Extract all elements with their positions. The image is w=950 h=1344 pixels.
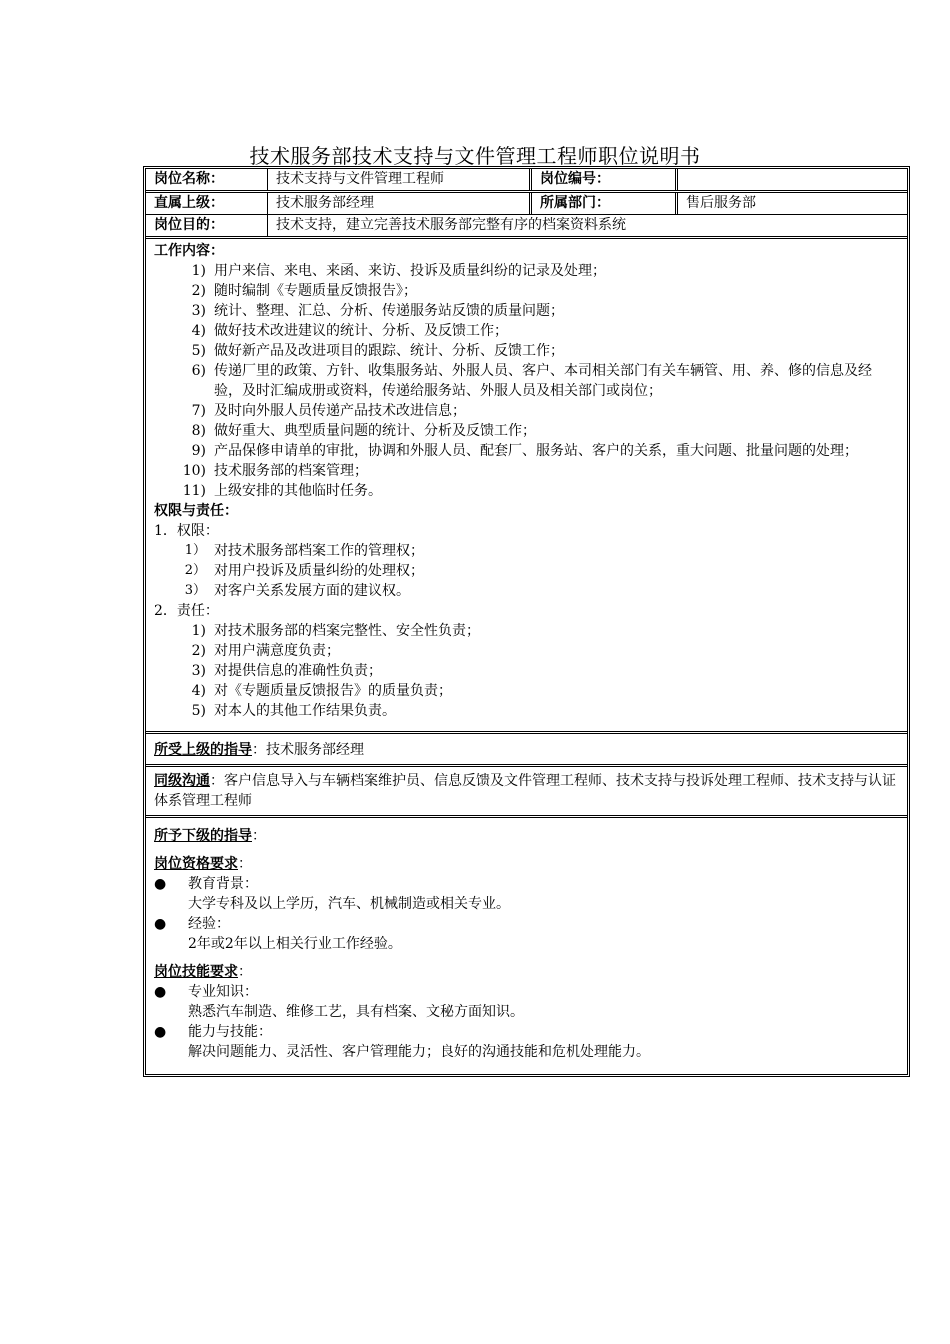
- list-item: [154, 361, 899, 401]
- item-text: 对用户投诉及质量纠纷的处理权；: [214, 563, 424, 579]
- duties-list: [154, 621, 899, 721]
- item-text: 随时编制《专题质量反馈报告》；: [214, 283, 417, 299]
- list-item: [154, 461, 899, 481]
- item-text: 做好新产品及改进项目的跟踪、统计、分析、反馈工作；: [214, 343, 564, 359]
- bullet-title: 能力与技能：: [188, 1024, 272, 1040]
- item-number: 3): [191, 663, 206, 679]
- bullet-item: [154, 982, 899, 1002]
- bullet-title: 专业知识：: [188, 984, 258, 1000]
- rights-list: [154, 541, 899, 601]
- item-number: 4): [191, 683, 206, 699]
- qualification-colon: ：: [238, 856, 252, 872]
- list-item: [154, 261, 899, 281]
- qualification-list: [154, 874, 899, 954]
- skills-label: 岗位技能要求: [154, 964, 238, 980]
- item-text: 上级安排的其他临时任务。: [214, 483, 382, 499]
- list-item: [154, 701, 899, 721]
- bullet-icon: ●: [154, 1024, 167, 1040]
- row-peer: [146, 767, 907, 818]
- bullet-detail: 熟悉汽车制造、维修工艺，具有档案、文秘方面知识。: [188, 1004, 524, 1020]
- item-text: 技术服务部的档案管理；: [214, 463, 368, 479]
- item-number: 2): [191, 283, 206, 299]
- dept-label: 所属部门：: [532, 193, 678, 214]
- post-name-label: 岗位名称：: [146, 169, 268, 190]
- skills-colon: ：: [238, 964, 252, 980]
- bullet-detail: 解决问题能力、灵活性、客户管理能力；良好的沟通技能和危机处理能力。: [188, 1044, 650, 1060]
- document-title: 技术服务部技术支持与文件管理工程师职位说明书: [249, 144, 701, 168]
- list-item: [154, 421, 899, 441]
- row-work-content: [146, 239, 907, 734]
- list-item: [154, 561, 899, 581]
- row-superior: [146, 193, 907, 215]
- list-item: [154, 321, 899, 341]
- peer-colon: ：: [210, 773, 224, 789]
- item-number: 6): [191, 363, 206, 379]
- item-number: 1): [191, 263, 206, 279]
- bullet-icon: ●: [154, 876, 167, 892]
- superior-label: 直属上级：: [146, 193, 268, 214]
- item-number: 1）: [184, 543, 206, 558]
- item-number: 2）: [184, 563, 206, 578]
- item-number: 5): [191, 343, 206, 359]
- list-item: [154, 681, 899, 701]
- item-number: 3）: [184, 583, 206, 598]
- row-post-name: [146, 169, 907, 193]
- item-text: 对客户关系发展方面的建议权。: [214, 583, 410, 599]
- skills-list: [154, 982, 899, 1062]
- item-text: 及时向外服人员传递产品技术改进信息；: [214, 403, 466, 419]
- item-text: 做好重大、典型质量问题的统计、分析及反馈工作；: [214, 423, 536, 439]
- item-text: 对提供信息的准确性负责；: [214, 663, 382, 679]
- lower-colon: ：: [252, 828, 266, 844]
- list-item: [154, 641, 899, 661]
- guidance-colon: ：: [252, 742, 266, 758]
- work-heading: 工作内容：: [154, 243, 224, 259]
- item-text: 做好技术改进建议的统计、分析、及反馈工作；: [214, 323, 508, 339]
- item-number: 5): [191, 703, 206, 719]
- bullet-title: 教育背景：: [188, 876, 258, 892]
- item-number: 4): [191, 323, 206, 339]
- dept-value: 售后服务部: [686, 195, 756, 211]
- peer-label: 同级沟通: [154, 773, 210, 789]
- guidance-value: 技术服务部经理: [266, 742, 364, 758]
- lower-label: 所予下级的指导: [154, 828, 252, 844]
- bullet-item: [154, 874, 899, 894]
- item-number: 8): [191, 423, 206, 439]
- item-text: 对用户满意度负责；: [214, 643, 340, 659]
- item-number: 1): [191, 623, 206, 639]
- list-item: [154, 481, 899, 501]
- item-number: 3): [191, 303, 206, 319]
- list-item: [154, 621, 899, 641]
- item-text: 对技术服务部档案工作的管理权；: [214, 543, 424, 559]
- job-description-table: [143, 166, 910, 1077]
- post-no-value: [678, 169, 907, 190]
- list-item: [154, 281, 899, 301]
- peer-value: 客户信息导入与车辆档案维护员、信息反馈及文件管理工程师、技术支持与投诉处理工程师、技术支持与认证体系管理工程师: [154, 773, 896, 809]
- list-item: [154, 661, 899, 681]
- list-item: [154, 341, 899, 361]
- qualification-label: 岗位资格要求: [154, 856, 238, 872]
- list-item: [154, 541, 899, 561]
- post-name-value: 技术支持与文件管理工程师: [268, 169, 532, 190]
- item-text: 传递厂里的政策、方针、收集服务站、外服人员、客户、本司相关部门有关车辆管、用、养、修的信息及经验，及时汇编成册或资料，传递给服务站、外服人员及相关部门或岗位；: [214, 363, 872, 399]
- item-text: 统计、整理、汇总、分析、传递服务站反馈的质量问题；: [214, 303, 564, 319]
- item-text: 产品保修申请单的审批，协调和外服人员、配套厂、服务站、客户的关系，重大问题、批量问题的处理；: [214, 443, 858, 459]
- bullet-detail: 大学专科及以上学历，汽车、机械制造或相关专业。: [188, 896, 510, 912]
- superior-value: 技术服务部经理: [268, 193, 532, 214]
- item-number: 2): [191, 643, 206, 659]
- bullet-item: [154, 914, 899, 934]
- bullet-title: 经验：: [188, 916, 230, 932]
- authority-heading: 权限与责任：: [154, 503, 238, 519]
- item-text: 对《专题质量反馈报告》的质量负责；: [214, 683, 452, 699]
- list-item: [154, 441, 899, 461]
- list-item: [154, 401, 899, 421]
- post-no-label: 岗位编号：: [532, 169, 678, 190]
- guidance-label: 所受上级的指导: [154, 742, 252, 758]
- item-number: 7): [191, 403, 206, 419]
- item-text: 用户来信、来电、来函、来访、投诉及质量纠纷的记录及处理；: [214, 263, 606, 279]
- row-guidance: [146, 734, 907, 767]
- bullet-icon: ●: [154, 984, 167, 1000]
- item-number: 11): [182, 483, 206, 499]
- list-item: [154, 301, 899, 321]
- item-text: 对技术服务部的档案完整性、安全性负责；: [214, 623, 480, 639]
- item-number: 9): [191, 443, 206, 459]
- bullet-detail: 2年或2年以上相关行业工作经验。: [188, 936, 402, 952]
- bullet-item: [154, 1022, 899, 1042]
- purpose-value: 技术支持，建立完善技术服务部完整有序的档案资料系统: [276, 217, 626, 233]
- list-item: [154, 581, 899, 601]
- row-purpose: [146, 215, 907, 239]
- purpose-label: 岗位目的：: [146, 215, 268, 236]
- item-number: 10): [182, 463, 206, 479]
- rights-label: 1．权限：: [154, 523, 219, 539]
- duties-label: 2．责任：: [154, 603, 219, 619]
- item-text: 对本人的其他工作结果负责。: [214, 703, 396, 719]
- work-list: [154, 261, 899, 501]
- row-qualification: [146, 818, 907, 1074]
- bullet-icon: ●: [154, 916, 167, 932]
